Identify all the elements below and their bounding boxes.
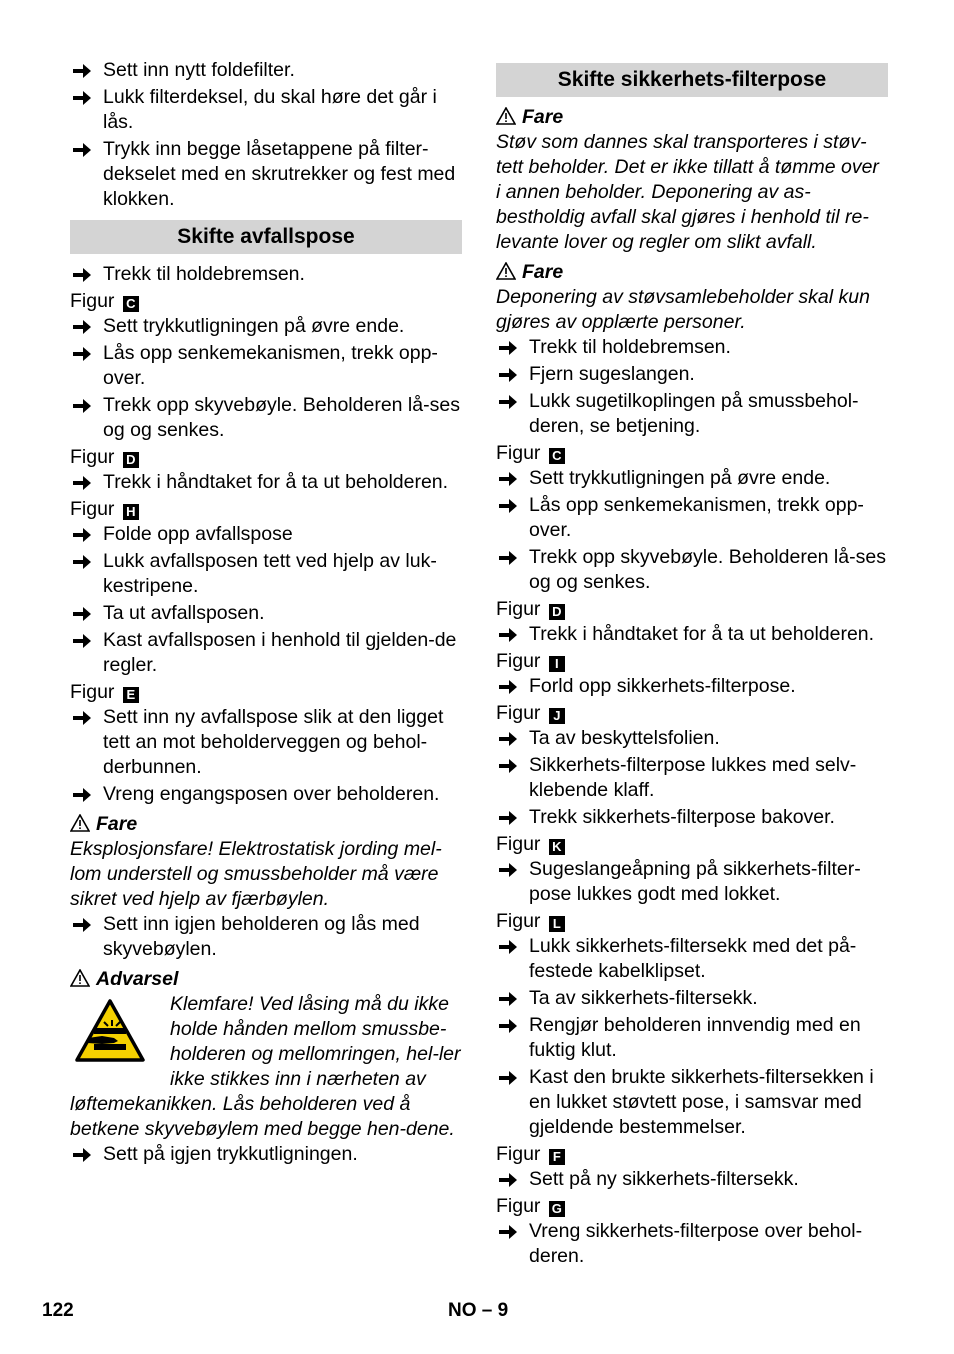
- instruction-step: [496, 493, 888, 543]
- step-list: [70, 470, 462, 495]
- arrow-right-icon: [498, 627, 518, 643]
- step-list: [496, 1167, 888, 1192]
- figure-ref-k: Figur K: [496, 832, 888, 857]
- arrow-right-icon: [498, 340, 518, 356]
- step-list: [496, 857, 888, 907]
- step-text: Sett inn ny avfallspose slik at den ligget tett an mot beholderveggen og behol-derbunnen.: [103, 706, 444, 778]
- step-text: Lukk sikkerhets-filtersekk med det på-festede kabelklipset.: [529, 935, 857, 982]
- step-text: Trykk inn begge låsetappene på filter-dekselet med en skrutrekker og fest med klokken.: [103, 138, 456, 210]
- arrow-right-icon: [72, 628, 96, 649]
- instruction-step: [496, 1013, 888, 1063]
- section-heading-avfallspose: Skifte avfallspose: [70, 220, 462, 254]
- arrow-right-icon: [498, 857, 522, 878]
- arrow-right-icon: [498, 471, 518, 487]
- instruction-step: [70, 549, 462, 599]
- arrow-right-icon: [72, 705, 96, 726]
- instruction-step: [70, 262, 462, 287]
- arrow-right-icon: [72, 554, 92, 570]
- step-list: [496, 934, 888, 1140]
- arrow-right-icon: [72, 606, 92, 622]
- arrow-right-icon: [72, 633, 92, 649]
- arrow-right-icon: [72, 470, 96, 491]
- arrow-right-icon: [498, 389, 522, 410]
- warning-triangle-icon: [70, 814, 90, 832]
- arrow-right-icon: [72, 787, 92, 803]
- figure-badge: H: [123, 504, 139, 520]
- step-text: Sett inn nytt foldefilter.: [103, 59, 295, 81]
- step-text: Ta av sikkerhets-filtersekk.: [529, 987, 758, 1009]
- step-text: Folde opp avfallspose: [103, 523, 293, 545]
- arrow-right-icon: [498, 758, 518, 774]
- page-number: 122: [42, 1300, 74, 1321]
- left-column: [70, 58, 462, 1169]
- instruction-step: [496, 753, 888, 803]
- instruction-step: [496, 805, 888, 830]
- instruction-step: [496, 674, 888, 699]
- arrow-right-icon: [72, 549, 96, 570]
- instruction-step: [70, 137, 462, 212]
- instruction-step: [70, 782, 462, 807]
- step-text: Sett på ny sikkerhets-filtersekk.: [529, 1168, 799, 1190]
- instruction-step: [496, 726, 888, 751]
- instruction-step: [70, 628, 462, 678]
- step-list: [496, 335, 888, 439]
- arrow-right-icon: [498, 1018, 518, 1034]
- arrow-right-icon: [498, 493, 522, 514]
- instruction-step: [496, 1065, 888, 1140]
- instruction-step: [496, 362, 888, 387]
- arrow-right-icon: [72, 314, 96, 335]
- warning-text: Støv som dannes skal transporteres i støv-tett beholder. Det er ikke tillatt å tømme over i annen beholder. Deponering av as-bestholdig avfall skal gjøres i henhold til re-levante lover og regler om slikt avfall.: [496, 131, 879, 253]
- instruction-step: [70, 601, 462, 626]
- figure-badge: C: [123, 296, 139, 312]
- figure-ref-i: Figur I: [496, 649, 888, 674]
- arrow-right-icon: [498, 986, 522, 1007]
- figure-ref-h: Figur H: [70, 497, 462, 522]
- step-list: [496, 674, 888, 699]
- figure-ref-c: Figur C: [496, 441, 888, 466]
- step-text: Kast avfallsposen i henhold til gjelden-de regler.: [103, 629, 457, 676]
- arrow-right-icon: [498, 939, 518, 955]
- step-text: Trekk i håndtaket for å ta ut beholderen.: [529, 623, 875, 645]
- arrow-right-icon: [72, 85, 96, 106]
- arrow-right-icon: [498, 394, 518, 410]
- arrow-right-icon: [72, 710, 92, 726]
- step-list: [496, 1219, 888, 1269]
- warning-text: Deponering av støvsamlebeholder skal kun gjøres av opplærte personer.: [496, 286, 870, 333]
- arrow-right-icon: [498, 1172, 518, 1188]
- figure-ref-g: Figur G: [496, 1194, 888, 1219]
- step-text: Trekk opp skyvebøyle. Beholderen lå-ses og og senkes.: [103, 394, 460, 441]
- arrow-right-icon: [72, 917, 92, 933]
- arrow-right-icon: [72, 267, 92, 283]
- step-text: Kast den brukte sikkerhets-filtersekken i en lukket støvtett pose, i samsvar med gjeldende bestemmelser.: [529, 1066, 874, 1138]
- step-text: Sugeslangeåpning på sikkerhets-filter-pose lukkes godt med lokket.: [529, 858, 861, 905]
- arrow-right-icon: [72, 142, 92, 158]
- step-list: [70, 522, 462, 678]
- figure-badge: I: [549, 656, 565, 672]
- step-list: [70, 262, 462, 287]
- step-list: [496, 466, 888, 595]
- arrow-right-icon: [72, 1147, 92, 1163]
- warning-title: Fare: [70, 812, 462, 837]
- step-text: Trekk til holdebremsen.: [529, 336, 731, 358]
- figure-badge: C: [549, 448, 565, 464]
- arrow-right-icon: [498, 1065, 522, 1086]
- arrow-right-icon: [498, 862, 518, 878]
- arrow-right-icon: [498, 545, 522, 566]
- instruction-step: [70, 705, 462, 780]
- arrow-right-icon: [72, 912, 96, 933]
- warning-block: Klemfare! Ved låsing må du ikke holde hånden mellom smussbe-holderen og mellomringen, hel-ler ikke stikkes inn i nærheten av løftemekanikken. Lås beholderen ved å betkene skyvebøylem med begge hen-dene.: [70, 993, 461, 1140]
- instruction-step: [496, 389, 888, 439]
- arrow-right-icon: [498, 810, 518, 826]
- figure-badge: E: [123, 687, 139, 703]
- instruction-step: [496, 622, 888, 647]
- arrow-right-icon: [498, 934, 522, 955]
- step-text: Lukk filterdeksel, du skal høre det går i lås.: [103, 86, 437, 133]
- arrow-right-icon: [72, 346, 92, 362]
- figure-ref-d: Figur D: [70, 445, 462, 470]
- step-list: [496, 622, 888, 647]
- arrow-right-icon: [498, 466, 522, 487]
- step-text: Vreng engangsposen over beholderen.: [103, 783, 440, 805]
- step-text: Fjern sugeslangen.: [529, 363, 695, 385]
- warning-title: Fare: [496, 260, 888, 285]
- arrow-right-icon: [498, 1013, 522, 1034]
- arrow-right-icon: [498, 674, 522, 695]
- instruction-step: [70, 341, 462, 391]
- arrow-right-icon: [498, 726, 522, 747]
- step-text: Lås opp senkemekanismen, trekk opp-over.: [529, 494, 864, 541]
- step-text: Sikkerhets-filterpose lukkes med selv-klebende klaff.: [529, 754, 857, 801]
- step-text: Lås opp senkemekanismen, trekk opp-over.: [103, 342, 438, 389]
- section-heading-filterpose: Skifte sikkerhets-filterpose: [496, 63, 888, 97]
- figure-ref-l: Figur L: [496, 909, 888, 934]
- warning-triangle-icon: [496, 107, 516, 125]
- instruction-step: [70, 314, 462, 339]
- arrow-right-icon: [498, 679, 518, 695]
- arrow-right-icon: [72, 782, 96, 803]
- figure-ref-j: Figur J: [496, 701, 888, 726]
- step-text: Trekk sikkerhets-filterpose bakover.: [529, 806, 835, 828]
- arrow-right-icon: [498, 335, 522, 356]
- section-label: NO – 9: [448, 1300, 509, 1321]
- figure-badge: L: [549, 916, 565, 932]
- instruction-step: [70, 522, 462, 547]
- warning-text: Eksplosjonsfare! Elektrostatisk jording mel-lom understell og smussbeholder må være sikret ved hjelp av fjærbøylen.: [70, 838, 442, 910]
- arrow-right-icon: [498, 805, 522, 826]
- step-list: [70, 705, 462, 807]
- arrow-right-icon: [498, 362, 522, 383]
- figure-ref-d: Figur D: [496, 597, 888, 622]
- figure-badge: D: [123, 452, 139, 468]
- step-text: Sett trykkutligningen på øvre ende.: [103, 315, 405, 337]
- arrow-right-icon: [498, 622, 522, 643]
- instruction-step: [70, 58, 462, 83]
- figure-badge: D: [549, 604, 565, 620]
- instruction-step: [496, 466, 888, 491]
- step-text: Ta av beskyttelsfolien.: [529, 727, 720, 749]
- intro-steps: [70, 58, 462, 212]
- figure-ref-e: Figur E: [70, 680, 462, 705]
- warning-title: Advarsel: [70, 967, 462, 992]
- instruction-step: [70, 470, 462, 495]
- step-list: [70, 314, 462, 443]
- arrow-right-icon: [72, 398, 92, 414]
- instruction-step: [70, 912, 462, 962]
- arrow-right-icon: [498, 1219, 522, 1240]
- arrow-right-icon: [498, 550, 518, 566]
- arrow-right-icon: [72, 522, 96, 543]
- arrow-right-icon: [72, 1142, 96, 1163]
- step-list: [70, 912, 462, 962]
- right-column: [496, 63, 888, 1271]
- step-text: Sett inn igjen beholderen og lås med skyvebøylen.: [103, 913, 420, 960]
- instruction-step: [496, 934, 888, 984]
- step-list: [496, 726, 888, 830]
- figure-ref-f: Figur F: [496, 1142, 888, 1167]
- step-text: Lukk sugetilkoplingen på smussbehol-deren, se betjening.: [529, 390, 859, 437]
- step-text: Trekk i håndtaket for å ta ut beholderen.: [103, 471, 449, 493]
- instruction-step: [70, 85, 462, 135]
- step-text: Rengjør beholderen innvendig med en fuktig klut.: [529, 1014, 861, 1061]
- arrow-right-icon: [498, 1070, 518, 1086]
- step-text: Vreng sikkerhets-filterpose over behol-deren.: [529, 1220, 863, 1267]
- step-text: Forld opp sikkerhets-filterpose.: [529, 675, 796, 697]
- step-text: Trekk opp skyvebøyle. Beholderen lå-ses og og senkes.: [529, 546, 886, 593]
- step-text: Sett trykkutligningen på øvre ende.: [529, 467, 831, 489]
- instruction-step: [496, 857, 888, 907]
- arrow-right-icon: [72, 58, 96, 79]
- instruction-step: [70, 1142, 462, 1167]
- figure-badge: G: [549, 1201, 565, 1217]
- figure-badge: K: [549, 839, 565, 855]
- arrow-right-icon: [72, 527, 92, 543]
- step-list: [70, 1142, 462, 1167]
- step-text: Ta ut avfallsposen.: [103, 602, 265, 624]
- arrow-right-icon: [498, 498, 518, 514]
- step-text: Trekk til holdebremsen.: [103, 263, 305, 285]
- warning-title: Fare: [496, 105, 888, 130]
- instruction-step: [496, 545, 888, 595]
- warning-triangle-icon: [70, 969, 90, 987]
- arrow-right-icon: [498, 753, 522, 774]
- step-text: Lukk avfallsposen tett ved hjelp av luk-kestripene.: [103, 550, 437, 597]
- arrow-right-icon: [72, 393, 96, 414]
- arrow-right-icon: [72, 341, 96, 362]
- arrow-right-icon: [498, 1167, 522, 1188]
- hand-crush-hazard-icon: [74, 998, 146, 1064]
- arrow-right-icon: [498, 367, 518, 383]
- figure-badge: F: [549, 1149, 565, 1165]
- arrow-right-icon: [72, 319, 92, 335]
- arrow-right-icon: [72, 137, 96, 158]
- instruction-step: [496, 335, 888, 360]
- instruction-step: [496, 986, 888, 1011]
- instruction-step: [496, 1219, 888, 1269]
- arrow-right-icon: [72, 475, 92, 491]
- instruction-step: [496, 1167, 888, 1192]
- arrow-right-icon: [72, 90, 92, 106]
- arrow-right-icon: [72, 262, 96, 283]
- figure-badge: J: [549, 708, 565, 724]
- arrow-right-icon: [498, 1224, 518, 1240]
- warning-triangle-icon: [496, 262, 516, 280]
- arrow-right-icon: [72, 601, 96, 622]
- instruction-step: [70, 393, 462, 443]
- figure-ref-c: Figur C: [70, 289, 462, 314]
- arrow-right-icon: [72, 63, 92, 79]
- arrow-right-icon: [498, 991, 518, 1007]
- arrow-right-icon: [498, 731, 518, 747]
- step-text: Sett på igjen trykkutligningen.: [103, 1143, 358, 1165]
